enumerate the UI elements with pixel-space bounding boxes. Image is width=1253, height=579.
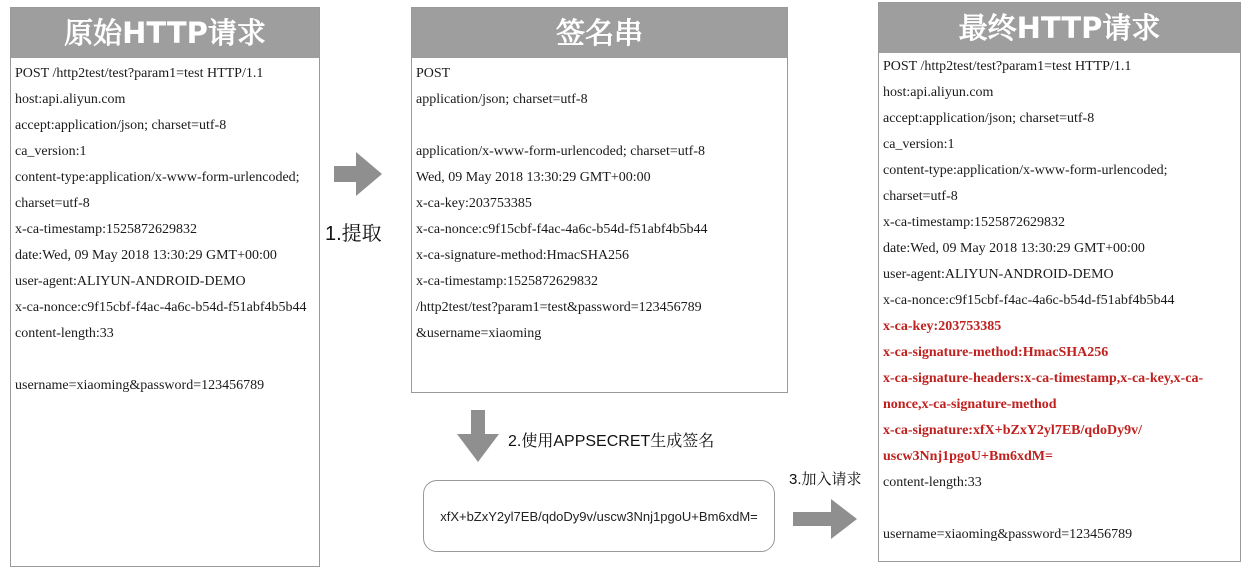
text-line: application/x-www-form-urlencoded; charset=utf-8 [416,144,705,159]
extract-arrow-icon [332,150,384,198]
text-line: x-ca-signature-method:HmacSHA256 [883,345,1109,360]
text-line: content-length:33 [15,326,114,341]
text-line: ca_version:1 [15,144,87,159]
text-line: x-ca-timestamp:1525872629832 [883,215,1065,230]
original-request-title: 原始HTTP请求 [11,8,319,58]
text-line: x-ca-nonce:c9f15cbf-f4ac-4a6c-b54d-f51abf4b5b44 [883,293,1175,308]
text-line: username=xiaoming&password=123456789 [883,527,1133,542]
text-line [416,116,783,142]
text-line [883,499,1236,525]
text-line: accept:application/json; charset=utf-8 [15,118,227,133]
sign-arrow-icon [455,408,501,464]
text-line: /http2test/test?param1=test&password=123456789 [416,300,702,315]
text-line: user-agent:ALIYUN-ANDROID-DEMO [15,274,246,289]
text-line: ca_version:1 [883,137,955,152]
original-request-panel [10,7,320,567]
original-request-lines [11,58,319,402]
text-line: x-ca-nonce:c9f15cbf-f4ac-4a6c-b54d-f51abf4b5b44 [416,222,708,237]
text-line: POST [416,66,451,81]
final-request-panel [878,2,1241,562]
text-line: x-ca-timestamp:1525872629832 [15,222,197,237]
signature-result-box [423,480,775,552]
text-line: Wed, 09 May 2018 13:30:29 GMT+00:00 [416,170,651,185]
text-line: x-ca-nonce:c9f15cbf-f4ac-4a6c-b54d-f51abf4b5b44 [15,300,307,315]
text-line: date:Wed, 09 May 2018 13:30:29 GMT+00:00 [883,241,1145,256]
text-line: nonce,x-ca-signature-method [883,397,1057,412]
text-line: charset=utf-8 [883,189,958,204]
signature-string-title: 签名串 [412,8,787,58]
text-line: date:Wed, 09 May 2018 13:30:29 GMT+00:00 [15,248,277,263]
signature-string-panel [411,7,788,393]
step-sign-label: 2.使用APPSECRET生成签名 [508,433,715,450]
text-line: content-type:application/x-www-form-urlencoded; [883,163,1168,178]
text-line: accept:application/json; charset=utf-8 [883,111,1095,126]
text-line: host:api.aliyun.com [15,92,126,107]
text-line: x-ca-signature:xfX+bZxY2yl7EB/qdoDy9v/ [883,423,1142,438]
text-line: username=xiaoming&password=123456789 [15,378,265,393]
text-line: host:api.aliyun.com [883,85,994,100]
text-line: &username=xiaoming [416,326,542,341]
text-line: application/json; charset=utf-8 [416,92,588,107]
text-line [15,350,315,376]
text-line: x-ca-key:203753385 [883,319,1002,334]
text-line: x-ca-signature-method:HmacSHA256 [416,248,630,263]
text-line: user-agent:ALIYUN-ANDROID-DEMO [883,267,1114,282]
text-line: x-ca-signature-headers:x-ca-timestamp,x-ca-key,x-ca- [883,371,1204,386]
text-line: charset=utf-8 [15,196,90,211]
text-line: x-ca-key:203753385 [416,196,532,211]
final-request-title: 最终HTTP请求 [879,3,1240,53]
signature-string-lines [412,58,787,350]
final-request-lines [879,53,1240,551]
signature-value: xfX+bZxY2yl7EB/qdoDy9v/uscw3Nnj1pgoU+Bm6xdM= [440,508,758,524]
step-add-label: 3.加入请求 [789,471,862,488]
add-arrow-icon [791,497,859,541]
text-line: POST /http2test/test?param1=test HTTP/1.1 [15,66,264,81]
step-extract-label: 1.提取 [325,223,382,245]
text-line: x-ca-timestamp:1525872629832 [416,274,598,289]
text-line: content-type:application/x-www-form-urlencoded; [15,170,300,185]
text-line: content-length:33 [883,475,982,490]
text-line: POST /http2test/test?param1=test HTTP/1.1 [883,59,1132,74]
text-line: uscw3Nnj1pgoU+Bm6xdM= [883,449,1053,464]
